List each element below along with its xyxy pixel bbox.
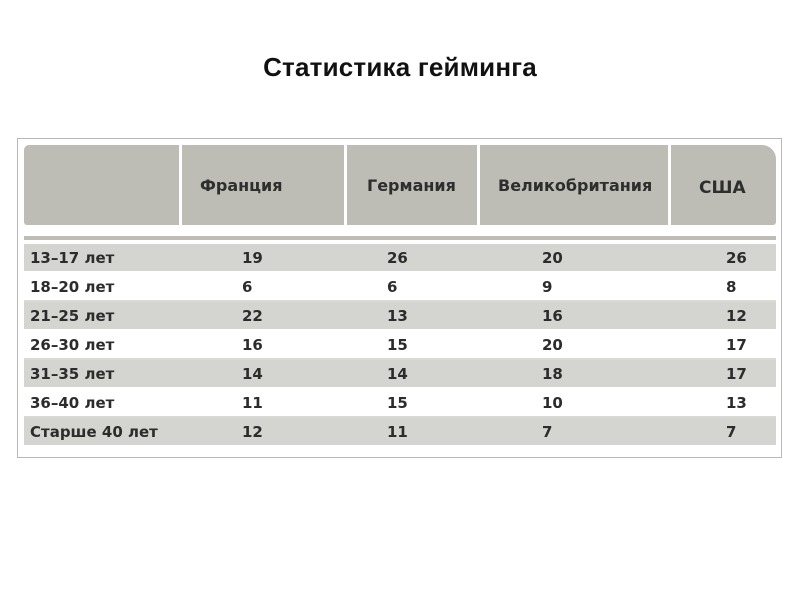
value-cell-germany: 14 (387, 364, 408, 383)
value-cell-france: 14 (242, 364, 263, 383)
table-row (24, 244, 776, 273)
value-cell-france: 16 (242, 335, 263, 354)
value-cell-germany: 26 (387, 248, 408, 267)
value-cell-france: 19 (242, 248, 263, 267)
table-row (24, 331, 776, 360)
value-cell-germany: 15 (387, 393, 408, 412)
table-row (24, 302, 776, 331)
value-cell-france: 12 (242, 422, 263, 441)
value-cell-uk: 10 (542, 393, 563, 412)
value-cell-usa: 7 (726, 422, 737, 441)
age-group-cell: 21–25 лет (30, 306, 115, 325)
age-group-cell: 18–20 лет (30, 277, 115, 296)
table-header (24, 145, 776, 225)
age-group-cell: Старше 40 лет (30, 422, 158, 441)
value-cell-germany: 13 (387, 306, 408, 325)
value-cell-usa: 26 (726, 248, 747, 267)
header-cell-empty (24, 145, 182, 225)
value-cell-uk: 20 (542, 248, 563, 267)
value-cell-uk: 9 (542, 277, 553, 296)
value-cell-uk: 18 (542, 364, 563, 383)
value-cell-germany: 15 (387, 335, 408, 354)
table-row (24, 389, 776, 418)
header-cell-uk: Великобритания (480, 145, 671, 225)
table-row (24, 273, 776, 302)
value-cell-usa: 8 (726, 277, 737, 296)
value-cell-usa: 17 (726, 335, 747, 354)
table-body (24, 244, 776, 447)
value-cell-france: 11 (242, 393, 263, 412)
value-cell-germany: 6 (387, 277, 398, 296)
value-cell-usa: 17 (726, 364, 747, 383)
value-cell-france: 22 (242, 306, 263, 325)
age-group-cell: 26–30 лет (30, 335, 115, 354)
value-cell-france: 6 (242, 277, 253, 296)
table-row (24, 360, 776, 389)
value-cell-germany: 11 (387, 422, 408, 441)
value-cell-uk: 16 (542, 306, 563, 325)
header-cell-france: Франция (182, 145, 347, 225)
page-title: Статистика гейминга (263, 52, 537, 82)
age-group-cell: 31–35 лет (30, 364, 115, 383)
value-cell-uk: 7 (542, 422, 553, 441)
value-cell-uk: 20 (542, 335, 563, 354)
header-cell-germany: Германия (347, 145, 480, 225)
age-group-cell: 36–40 лет (30, 393, 115, 412)
age-group-cell: 13–17 лет (30, 248, 115, 267)
header-cell-usa: США (699, 178, 746, 198)
statistics-table (17, 138, 782, 458)
value-cell-usa: 12 (726, 306, 747, 325)
value-cell-usa: 13 (726, 393, 747, 412)
table-row (24, 418, 776, 447)
header-divider (24, 236, 776, 240)
